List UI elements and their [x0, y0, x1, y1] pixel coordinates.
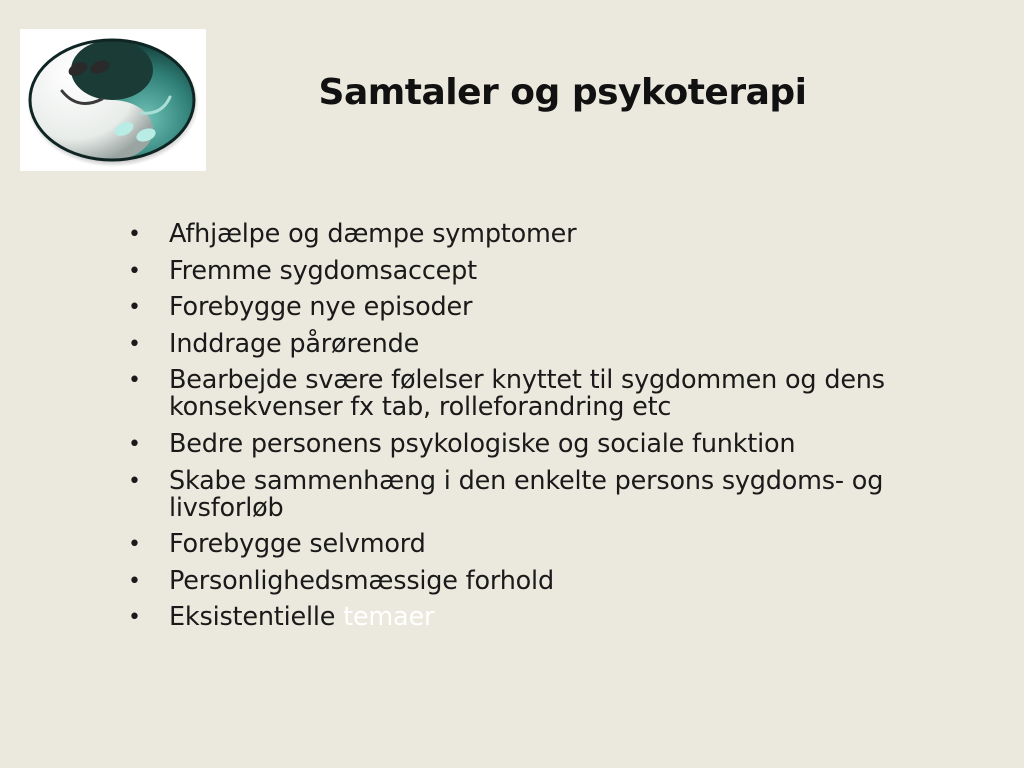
- list-item-text: Afhjælpe og dæmpe symptomer: [169, 219, 577, 249]
- list-item: [126, 604, 966, 631]
- bullet-icon: •: [128, 568, 141, 594]
- list-item: [126, 531, 966, 558]
- logo-image: [20, 29, 206, 171]
- bullet-icon: •: [128, 295, 141, 321]
- list-item: [126, 221, 966, 248]
- bullet-icon: •: [128, 258, 141, 284]
- list-item: [126, 428, 966, 459]
- bullet-icon: •: [128, 468, 141, 494]
- bullet-icon: •: [128, 532, 141, 558]
- list-item: [126, 255, 966, 286]
- list-item-text: Inddrage pårørende: [169, 328, 420, 359]
- list-item-text: Eksistentielle: [169, 602, 344, 633]
- list-item-text: Fremme sygdomsaccept: [169, 255, 477, 286]
- list-item: [126, 294, 966, 321]
- bullet-icon: •: [128, 605, 141, 631]
- list-item-text: Bearbejde svære følelser knyttet til sygdommen og dens konsekvenser fx tab, rolleforandring etc: [169, 365, 885, 423]
- bullet-icon: •: [128, 222, 141, 247]
- yin-yang-face-icon: [20, 29, 206, 171]
- bullet-icon: •: [128, 331, 141, 357]
- list-item-highlight-text: temaer: [343, 602, 435, 633]
- list-item-text: Bedre personens psykologiske og sociale funktion: [169, 428, 796, 459]
- bullet-icon: •: [128, 431, 141, 457]
- list-item-text: Skabe sammenhæng i den enkelte persons sygdoms- og livsforløb: [169, 465, 884, 523]
- list-item: [126, 328, 966, 359]
- list-item: [126, 565, 966, 596]
- list-item: [126, 465, 966, 523]
- bullet-list: [126, 221, 966, 641]
- slide-title: Samtaler og psykoterapi: [318, 72, 807, 113]
- list-item-text: Forebygge selvmord: [169, 529, 426, 560]
- bullet-icon: •: [128, 368, 141, 394]
- list-item-text: Forebygge nye episoder: [169, 292, 473, 323]
- list-item: [126, 367, 966, 421]
- list-item-text: Personlighedsmæssige forhold: [169, 565, 554, 596]
